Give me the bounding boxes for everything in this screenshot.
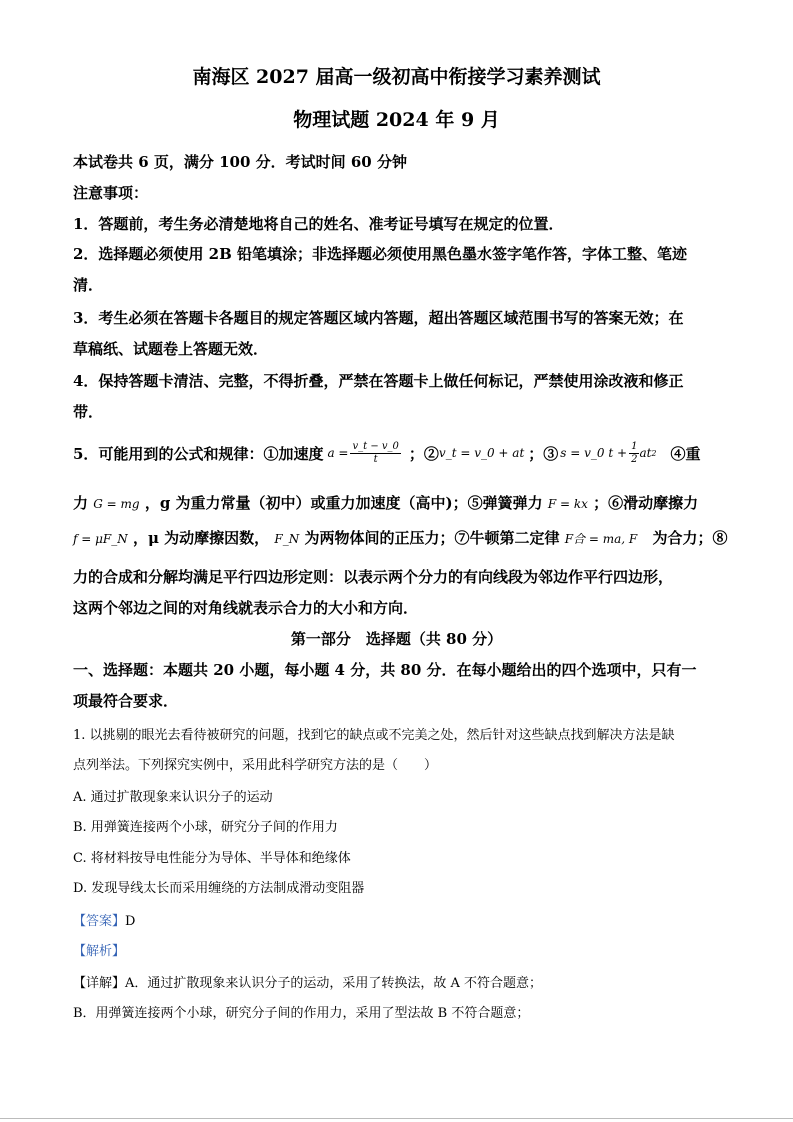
answer-value: D <box>125 914 136 929</box>
line3-c: 为合力；⑧ <box>652 529 728 547</box>
line2-b: ，g 为重力常量（初中）或重力加速度（高中)；⑤弹簧弹力 <box>144 494 543 512</box>
formula-displacement-a: s = v_0 t + <box>560 446 628 460</box>
line2-c: ；⑥滑动摩擦力 <box>593 494 699 512</box>
notice-item-5 <box>73 433 733 473</box>
section-instruction-cont: 项最符合要求． <box>73 692 179 710</box>
notice-item-2-cont: 清． <box>73 276 104 294</box>
formula-friction: f = μF_N <box>73 532 128 546</box>
question-1-stem-cont: 点列举法。下列探究实例中，采用此科学研究方法的是（ ） <box>73 758 438 773</box>
formula-displacement-b: at <box>639 446 652 460</box>
formula-spring: F = kx <box>547 497 588 511</box>
exam-title: 南海区 2027 届高一级初高中衔接学习素养测试 <box>192 66 601 88</box>
exam-subtitle: 物理试题 2024 年 9 月 <box>293 109 500 131</box>
formula-displacement-sup: 2 <box>651 448 657 458</box>
analysis-label: 【解析】 <box>73 944 126 959</box>
formula-newton: F合 = ma, F <box>564 532 638 546</box>
section-instruction: 一、选择题：本题共 20 小题，每小题 4 分，共 80 分．在每小题给出的四个选项中，只有一 <box>73 661 697 679</box>
detail-label: 【详解】 <box>73 976 126 991</box>
notice-item-5-line4: 力的合成和分解均满足平行四边形定则：以表示两个分力的有向线段为邻边作平行四边形， <box>73 568 674 586</box>
page-bottom-rule <box>0 1118 793 1119</box>
formula-half-num: 1 <box>631 440 638 452</box>
formula-half-fraction <box>629 441 639 466</box>
formula-sep-1: ；② <box>408 444 439 463</box>
notice-title: 注意事项： <box>73 184 149 202</box>
question-1-answer <box>73 910 733 929</box>
question-1-option-b: B. 用弹簧连接两个小球，研究分子间的作用力 <box>73 820 338 835</box>
formula-accel-fraction <box>350 441 400 466</box>
question-1-detail <box>73 972 733 991</box>
formula-half-den: 2 <box>631 453 638 465</box>
notice-item-3: 3．考生必须在答题卡各题目的规定答题区域内答题，超出答题区域范围书写的答案无效；在 <box>73 309 684 327</box>
answer-label: 【答案】 <box>73 914 126 929</box>
notice-item-4: 4．保持答题卡清洁、完整，不得折叠，严禁在答题卡上做任何标记，严禁使用涂改液和修正 <box>73 372 684 390</box>
formula-velocity: v_t = v_0 + at <box>438 446 525 460</box>
line3-b: 为两物体间的正压力；⑦牛顿第二定律 <box>304 529 560 547</box>
formula-gravity: G = mg <box>93 497 140 511</box>
question-1-stem: 1. 以挑剔的眼光去看待被研究的问题，找到它的缺点或不完美之处，然后针对这些缺点找到解决方法是缺 <box>73 728 675 743</box>
formula-accel-num: v_t − v_0 <box>352 440 399 452</box>
notice-item-5-line2 <box>73 492 733 513</box>
formula-accel-a: a = <box>327 446 349 460</box>
formula-normal: F_N <box>274 532 300 546</box>
line3-a: ，μ 为动摩擦因数， <box>132 529 270 547</box>
notice-item-1: 1．答题前，考生务必清楚地将自己的姓名、准考证号填写在规定的位置． <box>73 215 564 233</box>
notice-item-4-cont: 带． <box>73 403 104 421</box>
question-1-option-d: D. 发现导线太长而采用缠绕的方法制成滑动变阻器 <box>73 881 365 896</box>
question-1-option-c: C. 将材料按导电性能分为导体、半导体和绝缘体 <box>73 851 351 866</box>
exam-meta: 本试卷共 6 页，满分 100 分．考试时间 60 分钟 <box>73 153 407 171</box>
notice-item-5-line5: 这两个邻边之间的对角线就表示合力的大小和方向． <box>73 599 419 617</box>
notice-item-5-line3 <box>73 527 733 548</box>
formula-sep-2: ；③ <box>528 444 559 463</box>
question-1-option-a: A. 通过扩散现象来认识分子的运动 <box>73 790 273 805</box>
detail-a: A．通过扩散现象来认识分子的运动，采用了转换法，故 A 不符合题意； <box>125 976 543 991</box>
line2-a: 力 <box>73 494 89 512</box>
question-1-detail-b: B．用弹簧连接两个小球，研究分子间的作用力，采用了型法故 B 不符合题意； <box>73 1006 530 1021</box>
formula-tail: ④重 <box>670 444 701 463</box>
formula-accel-den: t <box>373 453 378 465</box>
notice-item-3-cont: 草稿纸、试题卷上答题无效． <box>73 340 269 358</box>
formula-lead: 5．可能用到的公式和规律：①加速度 <box>73 444 324 463</box>
notice-item-2: 2．选择题必须使用 2B 铅笔填涂；非选择题必须使用黑色墨水签字笔作答，字体工整、笔迹 <box>73 245 688 263</box>
section-heading: 第一部分 选择题（共 80 分） <box>290 630 503 648</box>
